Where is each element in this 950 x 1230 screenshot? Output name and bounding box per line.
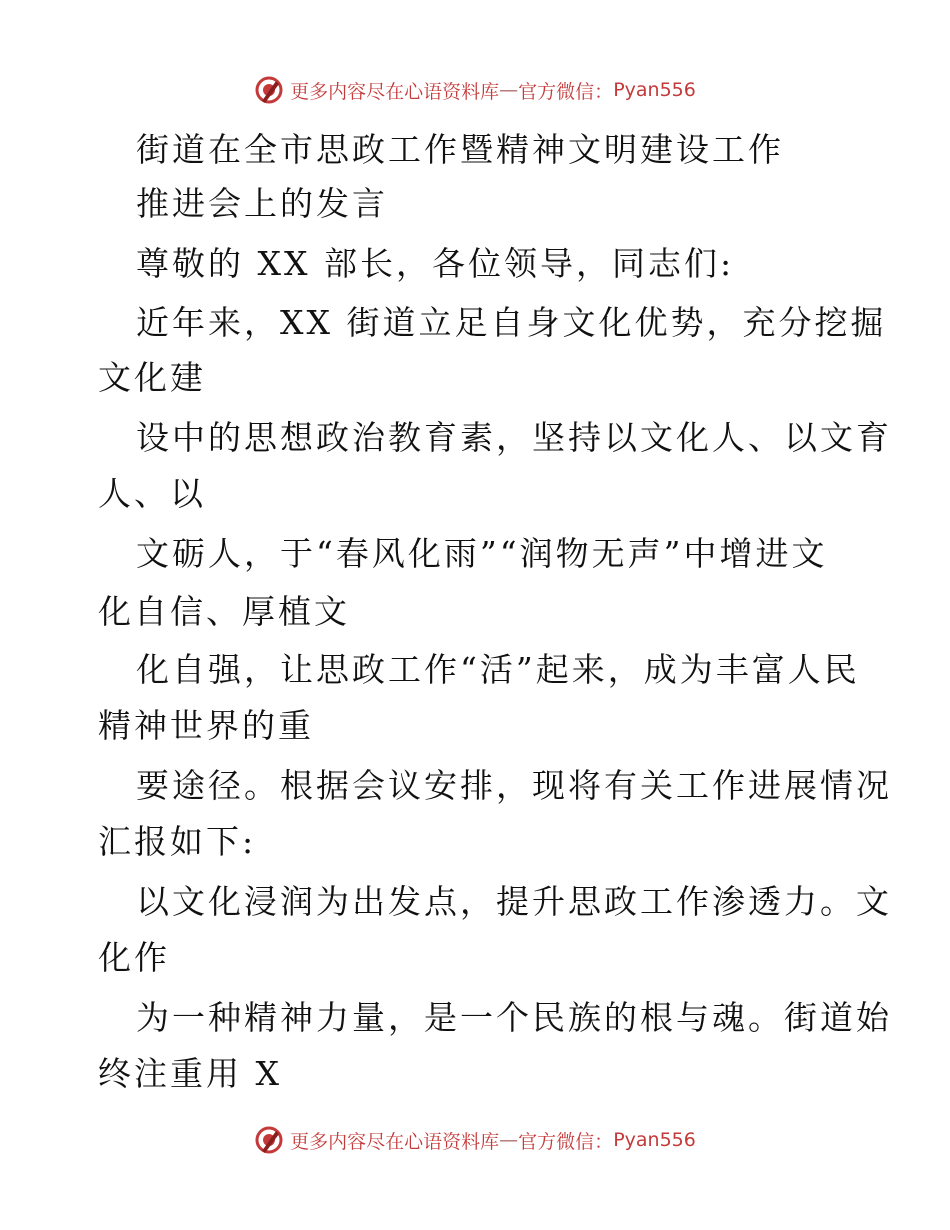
watermark-label: 官方微信： <box>518 80 614 103</box>
paragraph-line: 要途径。根据会议安排，现将有关工作进展情况 <box>136 766 892 805</box>
paragraph-line: 近年来，XX 街道立足自身文化优势，充分挖掘 <box>136 303 887 342</box>
salutation-line: 尊敬的 XX 部长，各位领导，同志们: <box>136 244 735 283</box>
footer-watermark <box>0 1120 950 1160</box>
document-title-line-2: 推进会上的发言 <box>136 184 388 223</box>
watermark-label: 官方微信： <box>518 1130 614 1153</box>
watermark-dash: — <box>499 1129 519 1151</box>
paragraph-line: 文砺人，于“春风化雨”“润物无声”中增进文 <box>136 534 828 573</box>
paragraph-line: 人、以 <box>98 474 206 513</box>
paragraph-line: 文化建 <box>98 358 206 397</box>
paragraph-line: 为一种精神力量，是一个民族的根与魂。街道始 <box>136 998 892 1037</box>
watermark-account: Pyan556 <box>613 79 696 101</box>
pen-logo-icon <box>254 75 284 105</box>
document-title-line-1: 街道在全市思政工作暨精神文明建设工作 <box>136 130 784 169</box>
paragraph-line: 终注重用 X <box>98 1054 282 1093</box>
paragraph-line: 汇报如下: <box>98 822 257 861</box>
paragraph-line: 化自强，让思政工作“活”起来，成为丰富人民 <box>136 650 860 689</box>
watermark-account: Pyan556 <box>613 1129 696 1151</box>
watermark-text: 更多内容尽在心语资料库 <box>290 80 500 103</box>
pen-logo-icon <box>254 1125 284 1155</box>
paragraph-line: 设中的思想政治教育素，坚持以文化人、以文育 <box>136 418 892 457</box>
watermark-text: 更多内容尽在心语资料库 <box>290 1130 500 1153</box>
paragraph-line: 化自信、厚植文 <box>98 592 350 631</box>
paragraph-line: 化作 <box>98 938 170 977</box>
paragraph-line: 以文化浸润为出发点，提升思政工作渗透力。文 <box>136 882 892 921</box>
watermark-dash: — <box>499 79 519 101</box>
header-watermark <box>0 70 950 110</box>
paragraph-line: 精神世界的重 <box>98 706 314 745</box>
